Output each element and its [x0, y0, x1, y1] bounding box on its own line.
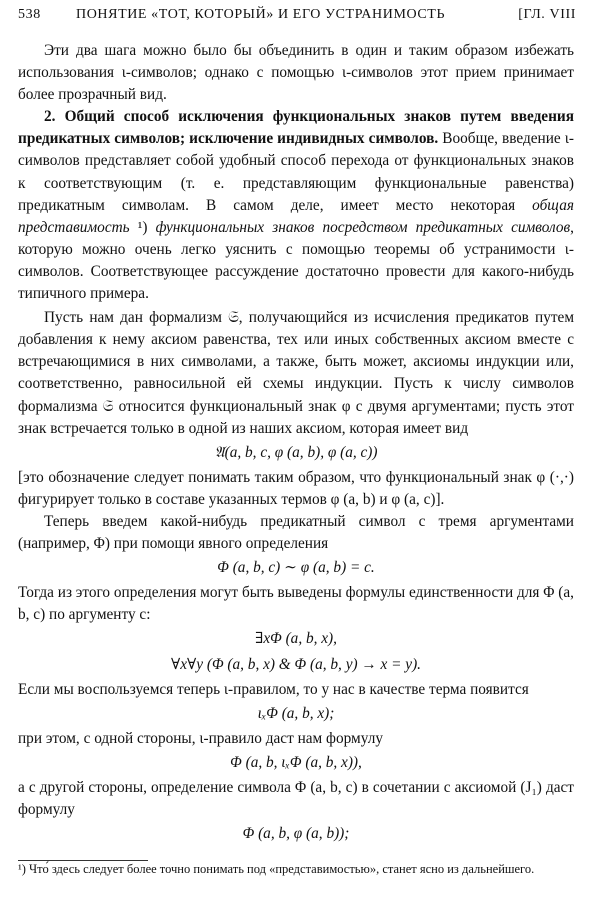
paragraph-2-text-a: Вообще, введение ι-символов представляет собой удобный способ перехода от функциональных знаков к соответствующим (т. е. представляющим функциональные равенства) предикатным символам. В самом деле, имеет место некоторая — [18, 130, 574, 214]
formula-7: Φ (a, b, φ (a, b)); — [242, 825, 350, 843]
running-title: ПОНЯТИЕ «ТОТ, КОТОРЫЙ» И ЕГО УСТРАНИМОСТЬ — [76, 7, 446, 22]
paragraph-6: Тогда из этого определения могут быть выведены формулы единственности для Φ (a, b, c) по аргументу c: — [18, 584, 574, 624]
formula-4: ∀x∀y (Φ (a, b, x) & Φ (a, b, y) → x = y). — [170, 655, 421, 673]
paragraph-2-italic-a: общая представимость — [18, 196, 574, 236]
paragraph-2-italic-b: функциональных знаков посредством предикатных символов — [147, 218, 571, 236]
formula-3: ∃xΦ (a, b, x), — [255, 630, 337, 648]
paragraph-7: Если мы воспользуемся теперь ι-правилом, то у нас в качестве терма появится — [18, 680, 529, 698]
section-heading: 2. Общий способ исключения функциональных знаков путем введения предикатных символов; исключение индивидных символов. — [18, 108, 574, 148]
paragraph-5: Теперь введем какой-нибудь предикатный символ с тремя аргументами (например, Φ) при помощи явного определения — [18, 512, 574, 553]
paragraph-2-text-b: , которую можно очень легко уяснить с помощью теоремы об устранимости ι-символов. Соответствующее рассуждение достаточно провести для какого-нибудь типичного примера. — [18, 218, 574, 303]
formula-2: Φ (a, b, c) ∼ φ (a, b) = c. — [217, 559, 375, 577]
paragraph-9: а с другой стороны, определение символа Φ (a, b, c) в сочетании с аксиомой (J₁) даст формулу — [18, 779, 574, 819]
formula-6: Φ (a, b, ιₓΦ (a, b, x)), — [230, 753, 362, 771]
page-body — [18, 40, 574, 848]
paragraph-1: Эти два шага можно было бы объединить в один и таким образом избежать использования ι-символов; однако с помощью ι-символов этот прием принимает более прозрачный вид. — [18, 42, 574, 104]
footnote-marker: ¹) — [129, 218, 148, 236]
paragraph-8: при этом, с одной стороны, ι-правило даст нам формулу — [18, 729, 383, 747]
footnote: ¹) Что́ здесь следует более точно понимать под «представимостью», станет ясно из дальнейшего. — [18, 862, 535, 876]
paragraph-4: [это обозначение следует понимать таким образом, что функциональный знак φ (·,·) фигурирует только в составе указанных термов φ (a, b) и φ (a, c)]. — [18, 468, 574, 508]
footnote-rule — [18, 860, 148, 861]
paragraph-3: Пусть нам дан формализм 𝔖, получающийся из исчисления предикатов путем добавления к нему аксиом равенства, тех или иных собственных аксиом вместе с встречающимися в них символами, а также, быть может, аксиомы индукции или, соответственно, равносильной ей схемы индукции. Пусть к числу символов формализма 𝔖 относится функциональный знак φ с двумя аргументами; пусть этот знак встречается только в одной из наших аксиом, которая имеет вид — [18, 309, 574, 437]
paragraph-2 — [18, 106, 574, 305]
formula-5: ιₓΦ (a, b, x); — [257, 704, 335, 722]
running-header — [18, 4, 576, 26]
chapter-label: [ГЛ. VIII — [518, 7, 576, 22]
page-number: 538 — [18, 7, 41, 22]
formula-1: 𝔄(a, b, c, φ (a, b), φ (a, c)) — [214, 443, 378, 461]
